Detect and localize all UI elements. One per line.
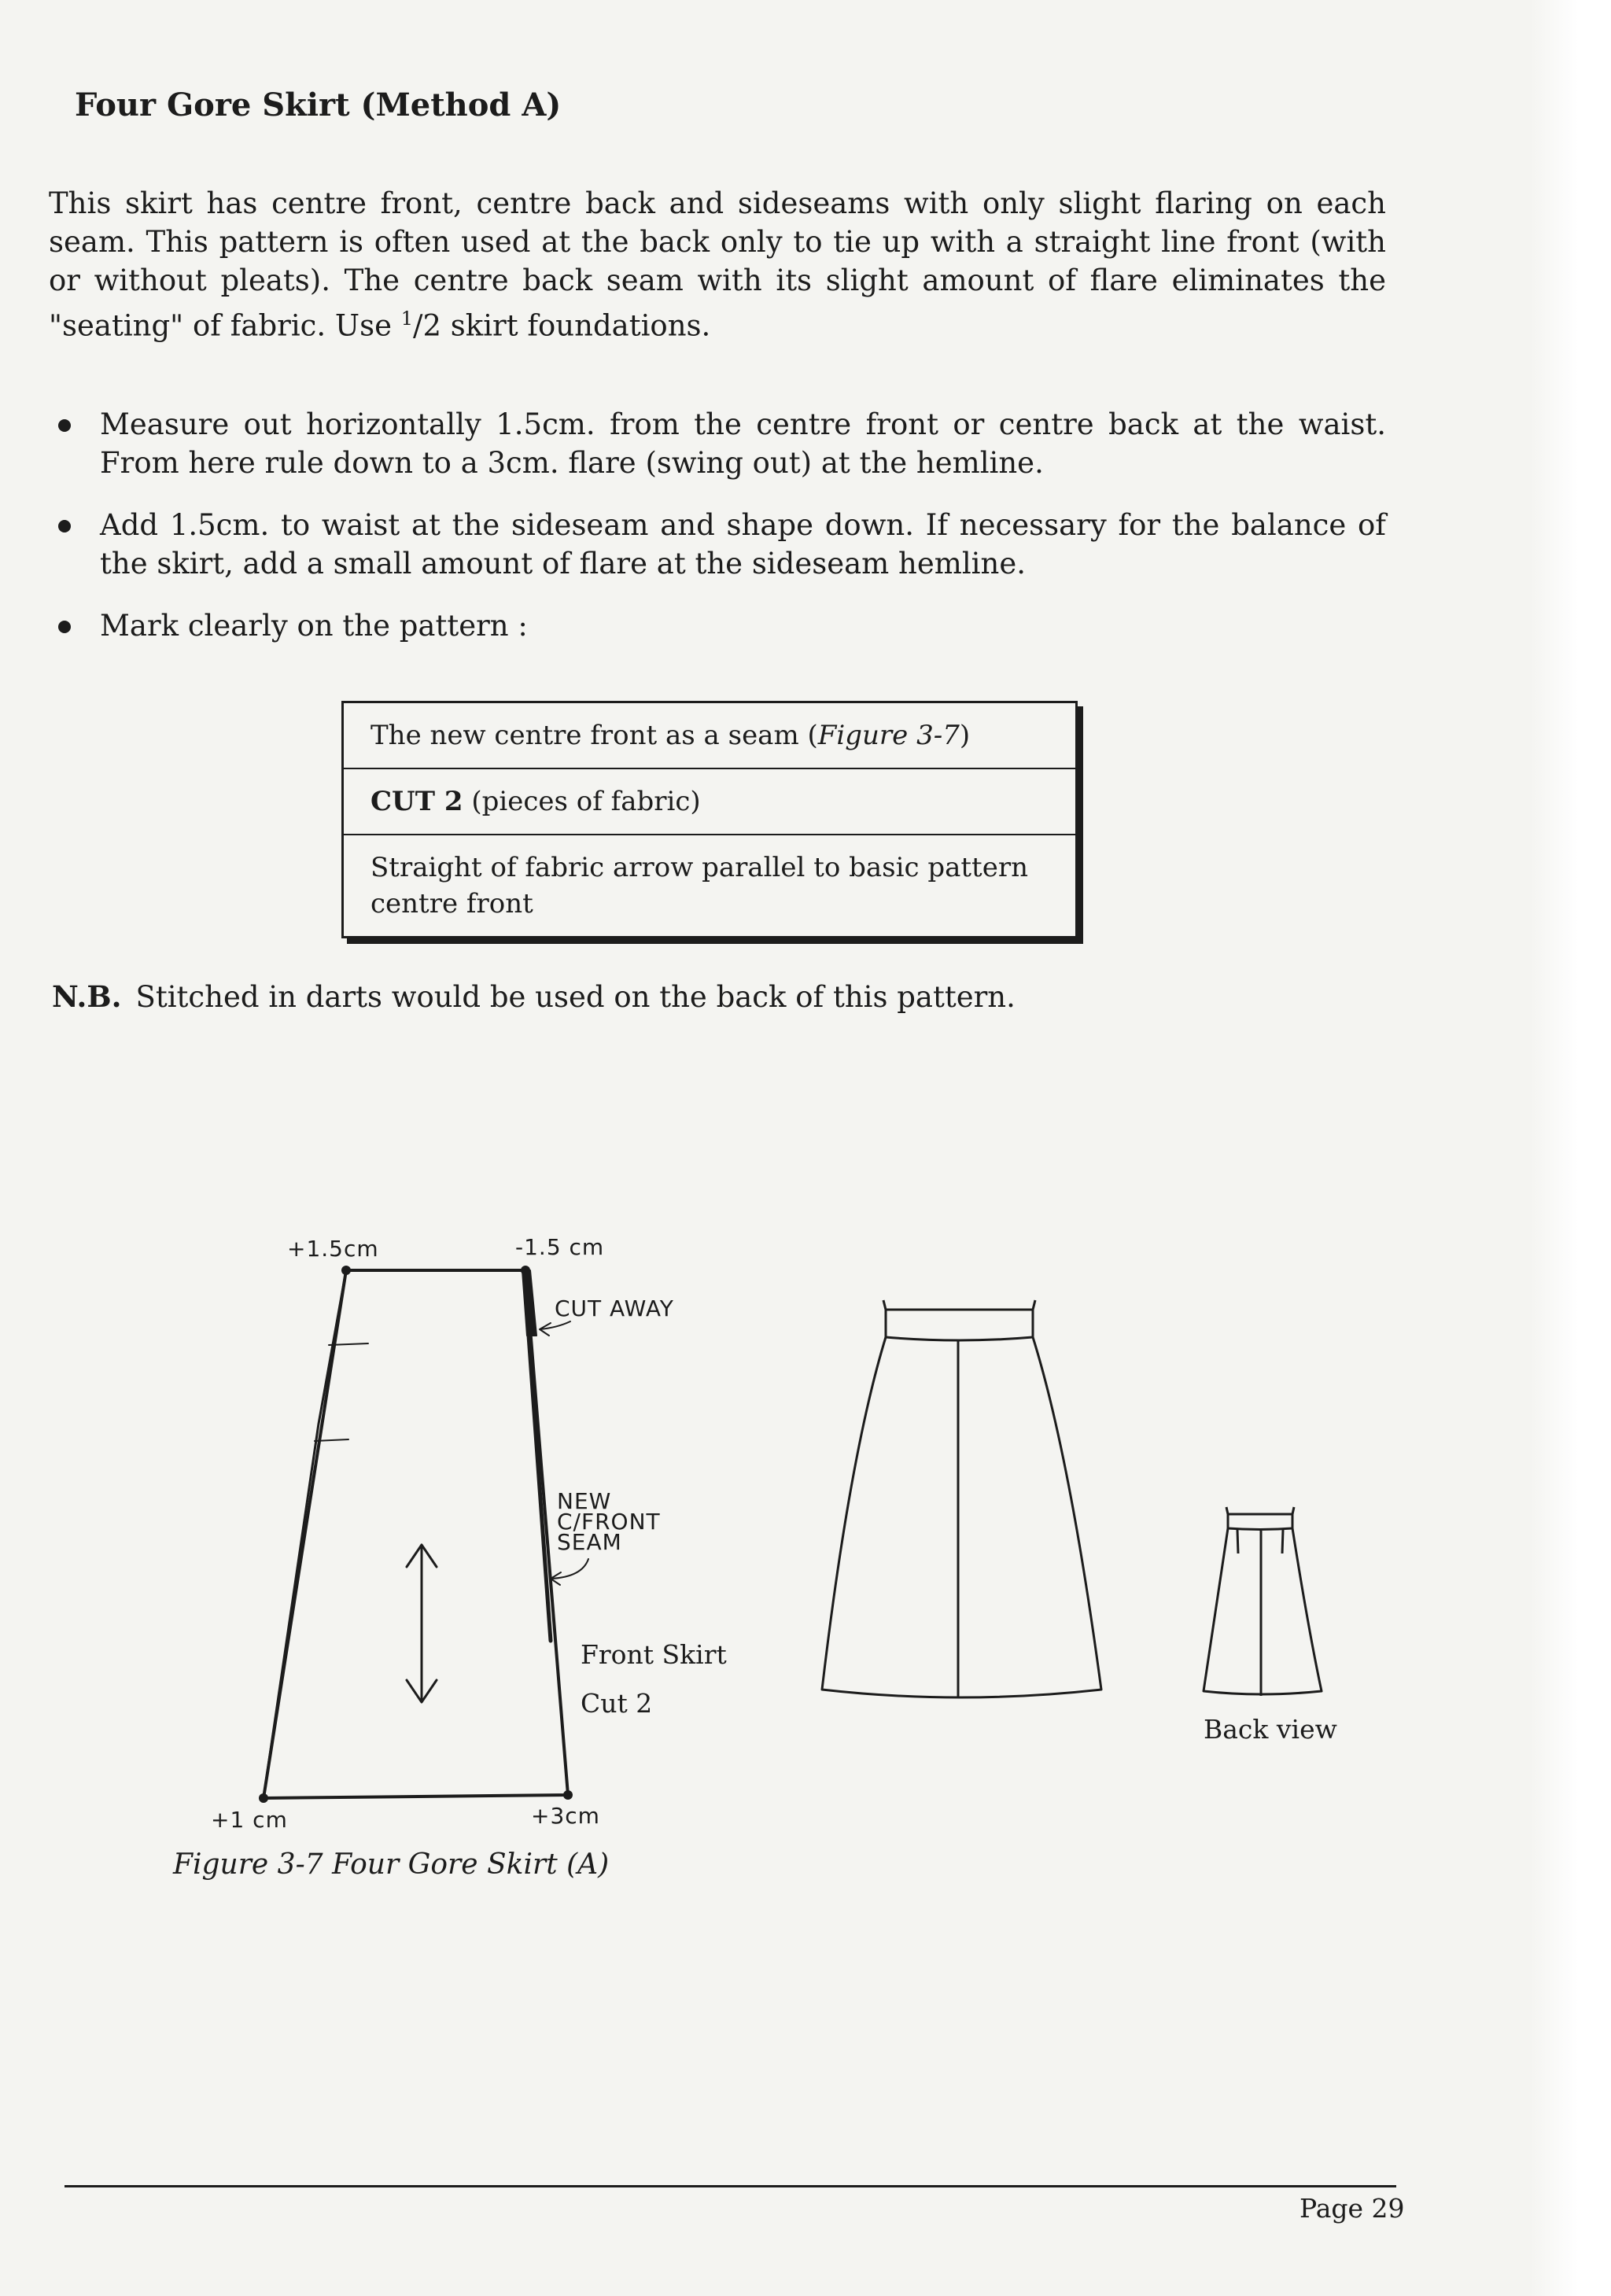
footer-divider — [65, 2185, 1396, 2187]
marking-text: Straight of fabric arrow parallel to basic pattern centre front — [370, 852, 1028, 920]
bullet-icon — [58, 419, 71, 432]
waist-right-label: -1.5 cm — [515, 1234, 605, 1260]
waist-left-label: +1.5cm — [287, 1236, 379, 1262]
point-waist-left — [341, 1266, 351, 1275]
bullet-icon — [58, 621, 71, 633]
back-view-waist-right-flare — [1292, 1507, 1294, 1514]
pattern-marking-box — [341, 701, 1078, 938]
nb-note — [52, 979, 1016, 1014]
point-hem-left — [259, 1793, 268, 1803]
marking-close: ) — [959, 720, 971, 751]
hem-right-label: +3cm — [531, 1803, 600, 1829]
list-item — [49, 405, 1386, 482]
list-item-text: Add 1.5cm. to waist at the sideseam and shape down. If necessary for the balance of the skirt, add a small amount of flare at the sideseam hemline. — [100, 508, 1386, 580]
list-item-text: Measure out horizontally 1.5cm. from the centre front or centre back at the waist. From here rule down to a 3cm. flare (swing out) at the hemline. — [100, 407, 1386, 480]
instruction-list — [49, 405, 1386, 669]
back-view-waist-left-flare — [1226, 1507, 1228, 1514]
note-label: N.B. — [52, 979, 122, 1014]
front-view-waist-left-flare — [883, 1300, 886, 1310]
marking-row-grain — [344, 835, 1075, 936]
back-view-skirt — [1204, 1507, 1322, 1696]
back-view-dart-right — [1282, 1530, 1283, 1553]
skirt-pattern-figure — [0, 1219, 1611, 1927]
figure-reference: Figure 3-7 — [817, 720, 960, 751]
marking-text: (pieces of fabric) — [463, 786, 701, 817]
intro-text-end: /2 skirt foundations. — [413, 308, 711, 343]
page-edge-shade — [1530, 0, 1611, 2296]
intro-paragraph — [49, 184, 1386, 345]
note-text: Stitched in darts would be used on the back of this pattern. — [135, 980, 1016, 1014]
front-view-body — [822, 1337, 1101, 1697]
figure-caption: Figure 3-7 Four Gore Skirt (A) — [173, 1848, 610, 1881]
front-view-waist-right-flare — [1033, 1300, 1035, 1310]
page-number: Page 29 — [1299, 2193, 1405, 2224]
list-item-text: Mark clearly on the pattern : — [100, 609, 528, 643]
cut-count: CUT 2 — [370, 786, 463, 817]
page-heading: Four Gore Skirt (Method A) — [75, 87, 562, 123]
cut-count-label: Cut 2 — [581, 1688, 653, 1719]
new-seam-label-1: NEW — [557, 1488, 612, 1514]
front-view-waistband — [886, 1310, 1033, 1340]
intro-text: This skirt has centre front, centre back and sideseams with only slight flaring on each seam. This pattern is often used at the back only to tie up with a straight line front (with or without pleats). The centre back seam with its slight amount of flare eliminates the "seating" of fabric. Use — [49, 186, 1386, 343]
back-view-waistband — [1228, 1514, 1292, 1530]
marking-row-cut — [344, 769, 1075, 835]
marking-text: The new centre front as a seam ( — [370, 720, 818, 751]
cut-away-pointer — [540, 1321, 570, 1336]
point-waist-right — [521, 1266, 530, 1275]
fraction-numerator: 1 — [400, 308, 414, 330]
cut-away-wedge — [522, 1270, 536, 1336]
back-view-body — [1204, 1528, 1322, 1694]
hem-left-label: +1 cm — [211, 1807, 288, 1833]
draft-outline — [264, 1270, 568, 1798]
new-seam-pointer — [551, 1559, 588, 1585]
list-item — [49, 506, 1386, 583]
bullet-icon — [58, 520, 71, 533]
cut-away-label: CUT AWAY — [555, 1295, 674, 1321]
front-skirt-label: Front Skirt — [581, 1639, 727, 1670]
point-hem-right — [563, 1790, 573, 1800]
new-seam-label-3: SEAM — [557, 1529, 622, 1555]
back-view-dart-left — [1237, 1530, 1238, 1553]
marking-row-seam — [344, 703, 1075, 769]
list-item — [49, 606, 1386, 645]
new-seam-label-2: C/FRONT — [557, 1509, 661, 1535]
front-skirt-draft — [264, 1270, 588, 1798]
front-view-skirt — [822, 1300, 1101, 1697]
draft-centre-line — [529, 1336, 551, 1641]
back-view-label: Back view — [1204, 1714, 1337, 1745]
